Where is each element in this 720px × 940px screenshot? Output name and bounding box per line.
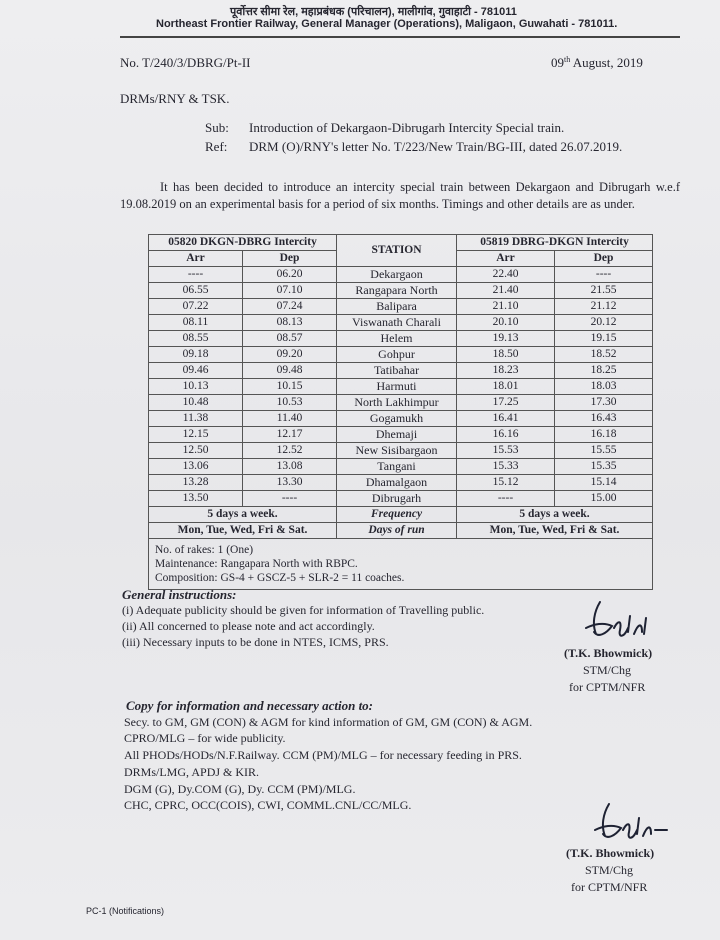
right-arrival-cell: ---- [457, 491, 555, 507]
frequency-row [149, 507, 653, 523]
left-arrival-cell: 12.15 [149, 427, 243, 443]
left-arrival-cell: 09.18 [149, 347, 243, 363]
right-arrival-cell: 15.53 [457, 443, 555, 459]
left-departure-cell: 09.20 [243, 347, 337, 363]
left-arrival-cell: 10.13 [149, 379, 243, 395]
instruction-item-2: (ii) All concerned to please note and act accordingly. [122, 619, 375, 633]
ref-label: Ref: [205, 139, 228, 154]
station-cell: Viswanath Charali [337, 315, 457, 331]
right-departure-cell: 20.12 [555, 315, 653, 331]
right-departure-cell: 16.43 [555, 411, 653, 427]
timetable [148, 234, 653, 590]
station-header: STATION [337, 235, 457, 267]
left-arrival-cell: 09.46 [149, 363, 243, 379]
station-cell: Tangani [337, 459, 457, 475]
left-departure-cell: 11.40 [243, 411, 337, 427]
left-departure-cell: 08.13 [243, 315, 337, 331]
right-arrival-cell: 16.41 [457, 411, 555, 427]
dep-header-right: Dep [555, 251, 653, 267]
letterhead-rule [120, 36, 680, 38]
date-suffix: th [564, 55, 571, 64]
signatory-name-1: (T.K. Bhowmick) [564, 646, 653, 660]
right-arrival-cell: 18.01 [457, 379, 555, 395]
station-cell: North Lakhimpur [337, 395, 457, 411]
composition-info: Composition: GS-4 + GSCZ-5 + SLR-2 = 11 coaches. [155, 572, 405, 584]
left-departure-cell: 08.57 [243, 331, 337, 347]
date-rest: August, 2019 [570, 55, 643, 70]
frequency-left: 5 days a week. [149, 507, 337, 523]
signatory-title-2: STM/Chg [585, 863, 634, 877]
signatory-for-2: for CPTM/NFR [571, 880, 648, 894]
timetable-header-row [149, 235, 653, 251]
left-arrival-cell: 07.22 [149, 299, 243, 315]
right-arrival-cell: 15.12 [457, 475, 555, 491]
right-departure-cell: 18.03 [555, 379, 653, 395]
rakes-count: No. of rakes: 1 (One) [155, 544, 254, 556]
timetable-row [149, 395, 653, 411]
left-arrival-cell: 13.50 [149, 491, 243, 507]
station-cell: Dibrugarh [337, 491, 457, 507]
copy-line-6: CHC, CPRC, OCC(COIS), CWI, COMML.CNL/CC/MLG. [124, 798, 412, 812]
left-departure-cell: 07.10 [243, 283, 337, 299]
right-departure-cell: 15.35 [555, 459, 653, 475]
right-arrival-cell: 21.10 [457, 299, 555, 315]
station-cell: Dhemaji [337, 427, 457, 443]
rakes-row [149, 539, 653, 590]
station-cell: Gohpur [337, 347, 457, 363]
right-arrival-cell: 16.16 [457, 427, 555, 443]
timetable-row [149, 443, 653, 459]
copy-line-5: DGM (G), Dy.COM (G), Dy. CCM (PM)/MLG. [124, 782, 356, 796]
left-departure-cell: 13.08 [243, 459, 337, 475]
right-departure-cell: 17.30 [555, 395, 653, 411]
timetable-row [149, 299, 653, 315]
station-cell: Gogamukh [337, 411, 457, 427]
station-cell: New Sisibargaon [337, 443, 457, 459]
left-departure-cell: 10.53 [243, 395, 337, 411]
left-departure-cell: 13.30 [243, 475, 337, 491]
station-cell: Dhamalgaon [337, 475, 457, 491]
days-row [149, 523, 653, 539]
timetable-body [149, 267, 653, 507]
letter-date [551, 55, 643, 71]
timetable-row [149, 363, 653, 379]
station-cell: Tatibahar [337, 363, 457, 379]
right-departure-cell: 18.52 [555, 347, 653, 363]
timetable-row [149, 411, 653, 427]
copy-line-3: All PHODs/HODs/N.F.Railway. CCM (PM)/MLG – for necessary feeding in PRS. [124, 748, 522, 762]
timetable-row [149, 491, 653, 507]
signature-mark-icon [572, 598, 662, 648]
station-cell: Harmuti [337, 379, 457, 395]
timetable-row [149, 427, 653, 443]
station-cell: Rangapara North [337, 283, 457, 299]
left-departure-cell: 12.52 [243, 443, 337, 459]
days-left: Mon, Tue, Wed, Fri & Sat. [149, 523, 337, 539]
left-departure-cell: 12.17 [243, 427, 337, 443]
right-departure-cell: 18.25 [555, 363, 653, 379]
subject-label: Sub: [205, 120, 229, 135]
left-departure-cell: 06.20 [243, 267, 337, 283]
right-arrival-cell: 22.40 [457, 267, 555, 283]
right-arrival-cell: 21.40 [457, 283, 555, 299]
station-cell: Dekargaon [337, 267, 457, 283]
copy-title: Copy for information and necessary action to: [126, 698, 374, 713]
left-arrival-cell: 08.55 [149, 331, 243, 347]
days-label: Days of run [337, 523, 457, 539]
right-departure-cell: 15.00 [555, 491, 653, 507]
timetable-row [149, 315, 653, 331]
left-arrival-cell: ---- [149, 267, 243, 283]
timetable-row [149, 379, 653, 395]
right-arrival-cell: 19.13 [457, 331, 555, 347]
signatory-for-1: for CPTM/NFR [569, 680, 646, 694]
instruction-item-1: (i) Adequate publicity should be given for information of Travelling public. [122, 603, 485, 617]
left-arrival-cell: 10.48 [149, 395, 243, 411]
letterhead-english: Northeast Frontier Railway, General Manager (Operations), Maligaon, Guwahati - 781011. [156, 18, 618, 30]
instructions-title: General instructions: [122, 587, 237, 602]
right-arrival-cell: 18.50 [457, 347, 555, 363]
station-cell: Balipara [337, 299, 457, 315]
signatory-title-1: STM/Chg [583, 663, 632, 677]
arr-header-right: Arr [457, 251, 555, 267]
frequency-right: 5 days a week. [457, 507, 653, 523]
signature-mark-2-icon [585, 800, 675, 850]
signatory-name-2: (T.K. Bhowmick) [566, 846, 655, 860]
footer-code: PC-1 (Notifications) [86, 906, 165, 916]
subject-text: Introduction of Dekargaon-Dibrugarh Intercity Special train. [249, 120, 565, 135]
arr-header-left: Arr [149, 251, 243, 267]
right-departure-cell: 21.55 [555, 283, 653, 299]
copy-line-4: DRMs/LMG, APDJ & KIR. [124, 765, 260, 779]
reference-number: No. T/240/3/DBRG/Pt-II [120, 55, 251, 70]
timetable-row [149, 283, 653, 299]
instruction-item-3: (iii) Necessary inputs to be done in NTES, ICMS, PRS. [122, 635, 389, 649]
left-departure-cell: 10.15 [243, 379, 337, 395]
left-arrival-cell: 13.06 [149, 459, 243, 475]
right-departure-cell: 16.18 [555, 427, 653, 443]
days-right: Mon, Tue, Wed, Fri & Sat. [457, 523, 653, 539]
right-arrival-cell: 20.10 [457, 315, 555, 331]
date-day: 09 [551, 55, 564, 70]
left-departure-cell: ---- [243, 491, 337, 507]
timetable-row [149, 347, 653, 363]
left-arrival-cell: 06.55 [149, 283, 243, 299]
left-arrival-cell: 12.50 [149, 443, 243, 459]
body-paragraph: It has been decided to introduce an intercity special train between Dekargaon and Dibrugarh w.e.f 19.08.2019 on an experimental basis for a period of six months. Timings and other details are as under. [120, 180, 680, 211]
copy-line-1: Secy. to GM, GM (CON) & AGM for kind information of GM, GM (CON) & AGM. [124, 715, 533, 729]
rake-details [149, 539, 653, 590]
timetable-row [149, 459, 653, 475]
timetable-row [149, 475, 653, 491]
right-arrival-cell: 17.25 [457, 395, 555, 411]
letterhead-hindi: पूर्वोत्तर सीमा रेल, महाप्रबंधक (परिचालन), मालीगांव, गुवाहाटी - 781011 [230, 6, 517, 18]
ref-text: DRM (O)/RNY's letter No. T/223/New Train/BG-III, dated 26.07.2019. [249, 139, 623, 154]
left-arrival-cell: 13.28 [149, 475, 243, 491]
station-cell: Helem [337, 331, 457, 347]
left-departure-cell: 07.24 [243, 299, 337, 315]
frequency-label: Frequency [337, 507, 457, 523]
left-train-title: 05820 DKGN-DBRG Intercity [149, 235, 337, 251]
right-train-title: 05819 DBRG-DKGN Intercity [457, 235, 653, 251]
copy-line-2: CPRO/MLG – for wide publicity. [124, 731, 286, 745]
right-arrival-cell: 18.23 [457, 363, 555, 379]
right-departure-cell: ---- [555, 267, 653, 283]
right-departure-cell: 21.12 [555, 299, 653, 315]
maintenance-info: Maintenance: Rangapara North with RBPC. [155, 558, 358, 570]
right-departure-cell: 15.14 [555, 475, 653, 491]
timetable-row [149, 267, 653, 283]
right-arrival-cell: 15.33 [457, 459, 555, 475]
right-departure-cell: 19.15 [555, 331, 653, 347]
left-departure-cell: 09.48 [243, 363, 337, 379]
left-arrival-cell: 08.11 [149, 315, 243, 331]
left-arrival-cell: 11.38 [149, 411, 243, 427]
dep-header-left: Dep [243, 251, 337, 267]
addressee: DRMs/RNY & TSK. [120, 91, 230, 106]
timetable-row [149, 331, 653, 347]
right-departure-cell: 15.55 [555, 443, 653, 459]
